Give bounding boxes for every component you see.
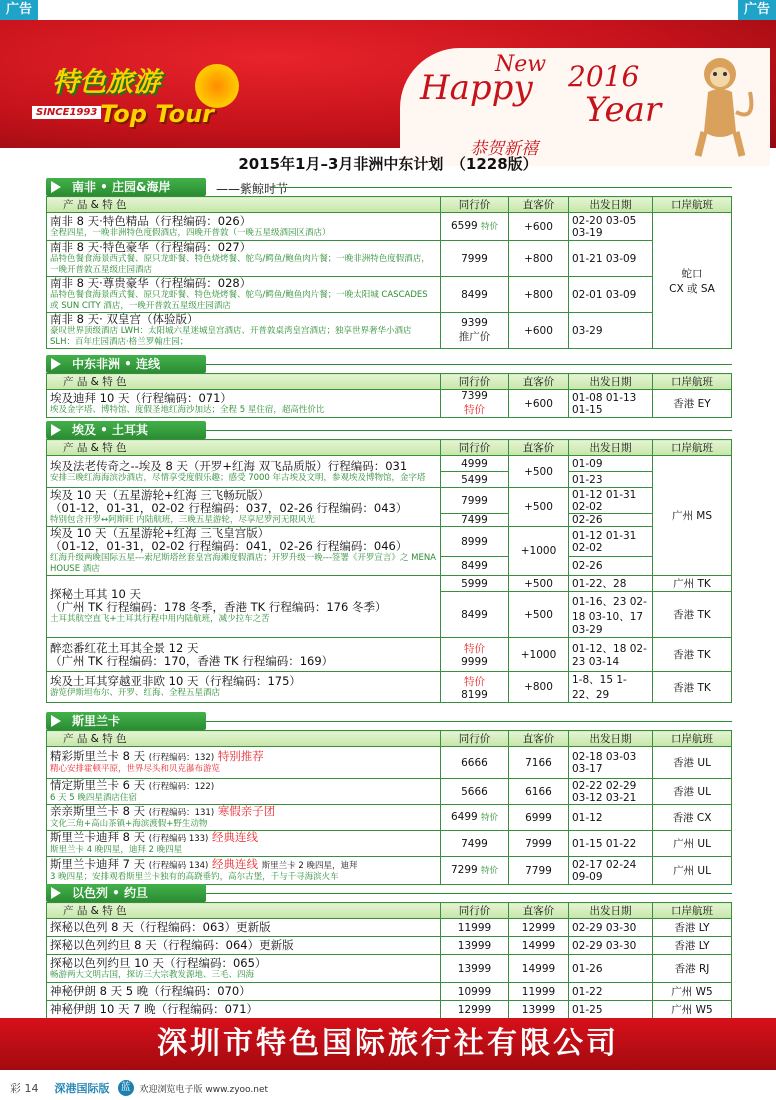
greet-happy: Happy [420, 68, 533, 108]
table-row: 斯里兰卡迪拜 7 天 (行程编码 134) 经典连线 斯里兰卡 2 晚四星，迪拜 3 晚四星；安排观看斯里兰卡独有的高跷垂钓，高尔古堡，千与千寻海滨火车 7299 特价 7799 02-17 02-24 09-09 广州 UL [47, 857, 732, 885]
brand-en: Top Tour [100, 100, 214, 128]
top-bar [0, 0, 776, 20]
product-table [46, 196, 732, 349]
table-header: 产 品 & 特 色 同行价 直客价 出发日期 口岸航班 [47, 731, 732, 747]
lan-badge-icon: 蓝 [118, 1080, 134, 1096]
table-row: 神秘伊朗 8 天 5 晚（行程编码：070） 10999 11999 01-22 广州 W5 [47, 983, 732, 1001]
table-row: 醉恋番红花土耳其全景 12 天 （广州 TK 行程编码：170，香港 TK 行程编码：169） 特价 9999 +1000 01-12、18 02-23 03-14 香港 TK [47, 638, 732, 672]
port-cell: 蛇口 CX 或 SA [653, 213, 732, 349]
monkey-icon [680, 52, 760, 162]
table-row: 南非 8 天·特色豪华（行程编码：027） 品特色餐食海景西式餐、原只龙虾餐、特色烧烤餐、鸵鸟/鳄鱼/鲍鱼肉片餐；一晚非洲特色度假酒店，一晚开普敦五星级庄园酒店 7999 +800 01-21 03-09 [47, 241, 732, 277]
table-row: 亲亲斯里兰卡 8 天 (行程编码：131) 寒假亲子团 文化三角+高山茶镇+海滨渡假+野生动物 6499 特价 6999 01-12 香港 CX [47, 805, 732, 831]
greet-cn: 恭贺新禧 [470, 139, 538, 159]
table-row: 7499 02-26 [47, 514, 732, 527]
brand-since: SINCE1993 [32, 106, 101, 119]
section-south-africa [46, 178, 732, 349]
table-row: 埃及 10 天（五星游轮+红海 三飞畅玩版） （01-12，01-31，02-02 行程编码：037，02-26 行程编码：043） 特别包含开罗↔阿斯旺 内陆航班，三晚五星游轮，尽享尼罗河无限风光 7999 +500 01-12 01-31 02-02 [47, 488, 732, 514]
table-header: 产 品 & 特 色 同行价 直客价 出发日期 口岸航班 [47, 197, 732, 213]
product-table [46, 730, 732, 885]
table-row: 埃及 10 天（五星游轮+红海 三飞皇宫版） （01-12，01-31，02-02 行程编码：041，02-26 行程编码：046） 红海升级两晚国际五星---索尼斯塔丝套皇宫海滩度假酒店；开罗升级一晚---签署《开罗宣言》之 MENA HOUSE 酒店 8999 +1000 01-12 01-31 02-02 [47, 527, 732, 557]
section-tab: 南非 • 庄园&海岸 [46, 178, 206, 196]
page-footer [0, 1076, 776, 1100]
table-row: 8499 02-26 [47, 557, 732, 576]
company-footer: 深圳市特色国际旅行社有限公司 [0, 1018, 776, 1070]
table-row: 南非 8 天· 双皇宫（体验版） 豪叹世界顶级酒店 LWH：太阳城六星迷城皇宫酒店、开普敦桌湾皇宫酒店；独享世界奢华小酒店 SLH：百年庄园酒店·格兰罗翰庄园； 9399 推广价 +600 03-29 [47, 313, 732, 349]
product-table [46, 439, 732, 703]
banner [0, 20, 776, 159]
section-egypt-turkey [46, 421, 732, 703]
table-header: 产 品 & 特 色 同行价 直客价 出发日期 口岸航班 [47, 440, 732, 456]
site-link[interactable]: 欢迎浏览电子版 www.zyoo.net [139, 1084, 269, 1095]
page-title: 2015年1月–3月非洲中东计划 （1228版） [238, 155, 538, 173]
greet-year: Year [585, 90, 662, 130]
table-row: 探秘土耳其 10 天 （广州 TK 行程编码：178 冬季，香港 TK 行程编码：176 冬季） 土耳其航空直飞+土耳其行程中用内陆航班，减少拉车之苦 5999 +500 01-22、28 广州 TK [47, 576, 732, 592]
ad-label-right: 广告 [738, 0, 776, 20]
page-number: 彩 14 [10, 1082, 39, 1095]
section-tab: 埃及 • 土耳其 [46, 421, 206, 439]
table-row: 精彩斯里兰卡 8 天 (行程编码：132) 特别推荐 精心安排霍顿平原，世界尽头和贝克瀑布游览 6666 7166 02-18 03-03 03-17 香港 UL [47, 747, 732, 779]
ad-label-left: 广告 [0, 0, 38, 20]
table-row: 埃及法老传奇之--埃及 8 天（开罗+红海 双飞品质版）行程编码：031 安排三晚红海海滨沙酒店，尽情享受度假乐趣；感受 7000 年古埃及文明，参观埃及博物馆，金字塔 4999 +500 01-09 广州 MS [47, 456, 732, 472]
table-row: 埃及土耳其穿越亚非欧 10 天（行程编码：175） 游览伊斯坦布尔、开罗、红海、全程五星酒店 特价 8199 +800 1-8、15 1-22、29 香港 TK [47, 672, 732, 703]
table-row: 南非 8 天·特色精品（行程编码：026） 全程四星，一晚非洲特色度假酒店，四晚开普敦（一晚五星级酒园区酒店） 6599 特价 +600 02-20 03-05 03-19 蛇口 CX 或 SA [47, 213, 732, 241]
new-year-greeting [400, 48, 770, 166]
table-row: 8499 +500 01-16、23 02-18 03-10、17 03-29 香港 TK [47, 592, 732, 638]
brand-logo [30, 58, 240, 142]
port-cell: 广州 MS [653, 456, 732, 576]
table-header: 产 品 & 特 色 同行价 直客价 出发日期 口岸航班 [47, 374, 732, 390]
section-tab: 斯里兰卡 [46, 712, 206, 730]
table-header: 产 品 & 特 色 同行价 直客价 出发日期 口岸航班 [47, 903, 732, 919]
section-middle-east [46, 355, 732, 418]
greet-new: New [495, 52, 547, 77]
table-row: 埃及迪拜 10 天（行程编码：071） 埃及金字塔、博特馆、度假圣地红海沙加达；全程 5 星住宿，超高性价比 7399 特价 +600 01-08 01-13 01-15 香港 EY [47, 390, 732, 418]
table-row: 探秘以色列 8 天（行程编码：063）更新版 11999 12999 02-29 03-30 香港 LY [47, 919, 732, 937]
section-tab: 以色列 • 约旦 [46, 884, 206, 902]
table-row: 神秘伊朗 10 天 7 晚（行程编码：071） 12999 13999 01-25 广州 W5 [47, 1001, 732, 1019]
section-tab: 中东非洲 • 连线 [46, 355, 206, 373]
section-sri-lanka [46, 712, 732, 885]
edition-label: 深港国际版 [54, 1082, 110, 1095]
product-table [46, 902, 732, 1019]
product-table [46, 373, 732, 418]
table-row: 南非 8 天·尊贵豪华（行程编码：028） 品特色餐食海景西式餐、原只龙虾餐、特色烧烤餐、鸵鸟/鳄鱼/鲍鱼肉片餐；一晚太阳城 CASCADES 或 SUN CITY 酒店，一晚开普敦五星级庄园酒店 8499 +800 02-01 03-09 [47, 277, 732, 313]
table-row: 5499 01-23 [47, 472, 732, 488]
section-israel-jordan [46, 884, 732, 1019]
table-row: 探秘以色列约旦 10 天（行程编码：065） 畅游两大文明古国，探访三大宗教发源地、三毛、四海 13999 14999 01-26 香港 RJ [47, 955, 732, 983]
table-row: 斯里兰卡迪拜 8 天 (行程编码 133) 经典连线 斯里兰卡 4 晚四星，迪拜 2 晚四星 7499 7999 01-15 01-22 广州 UL [47, 831, 732, 857]
table-row: 情定斯里兰卡 6 天 (行程编码：122) 6 天 5 晚四星酒店住宿 5666 6166 02-22 02-29 03-12 03-21 香港 UL [47, 779, 732, 805]
table-row: 探秘以色列约旦 8 天（行程编码：064）更新版 13999 14999 02-29 03-30 香港 LY [47, 937, 732, 955]
brand-cn: 特色旅游 [52, 67, 160, 98]
section-subtitle: ——紫鲸时节 [216, 182, 289, 196]
greet-2016: 2016 [568, 60, 640, 93]
